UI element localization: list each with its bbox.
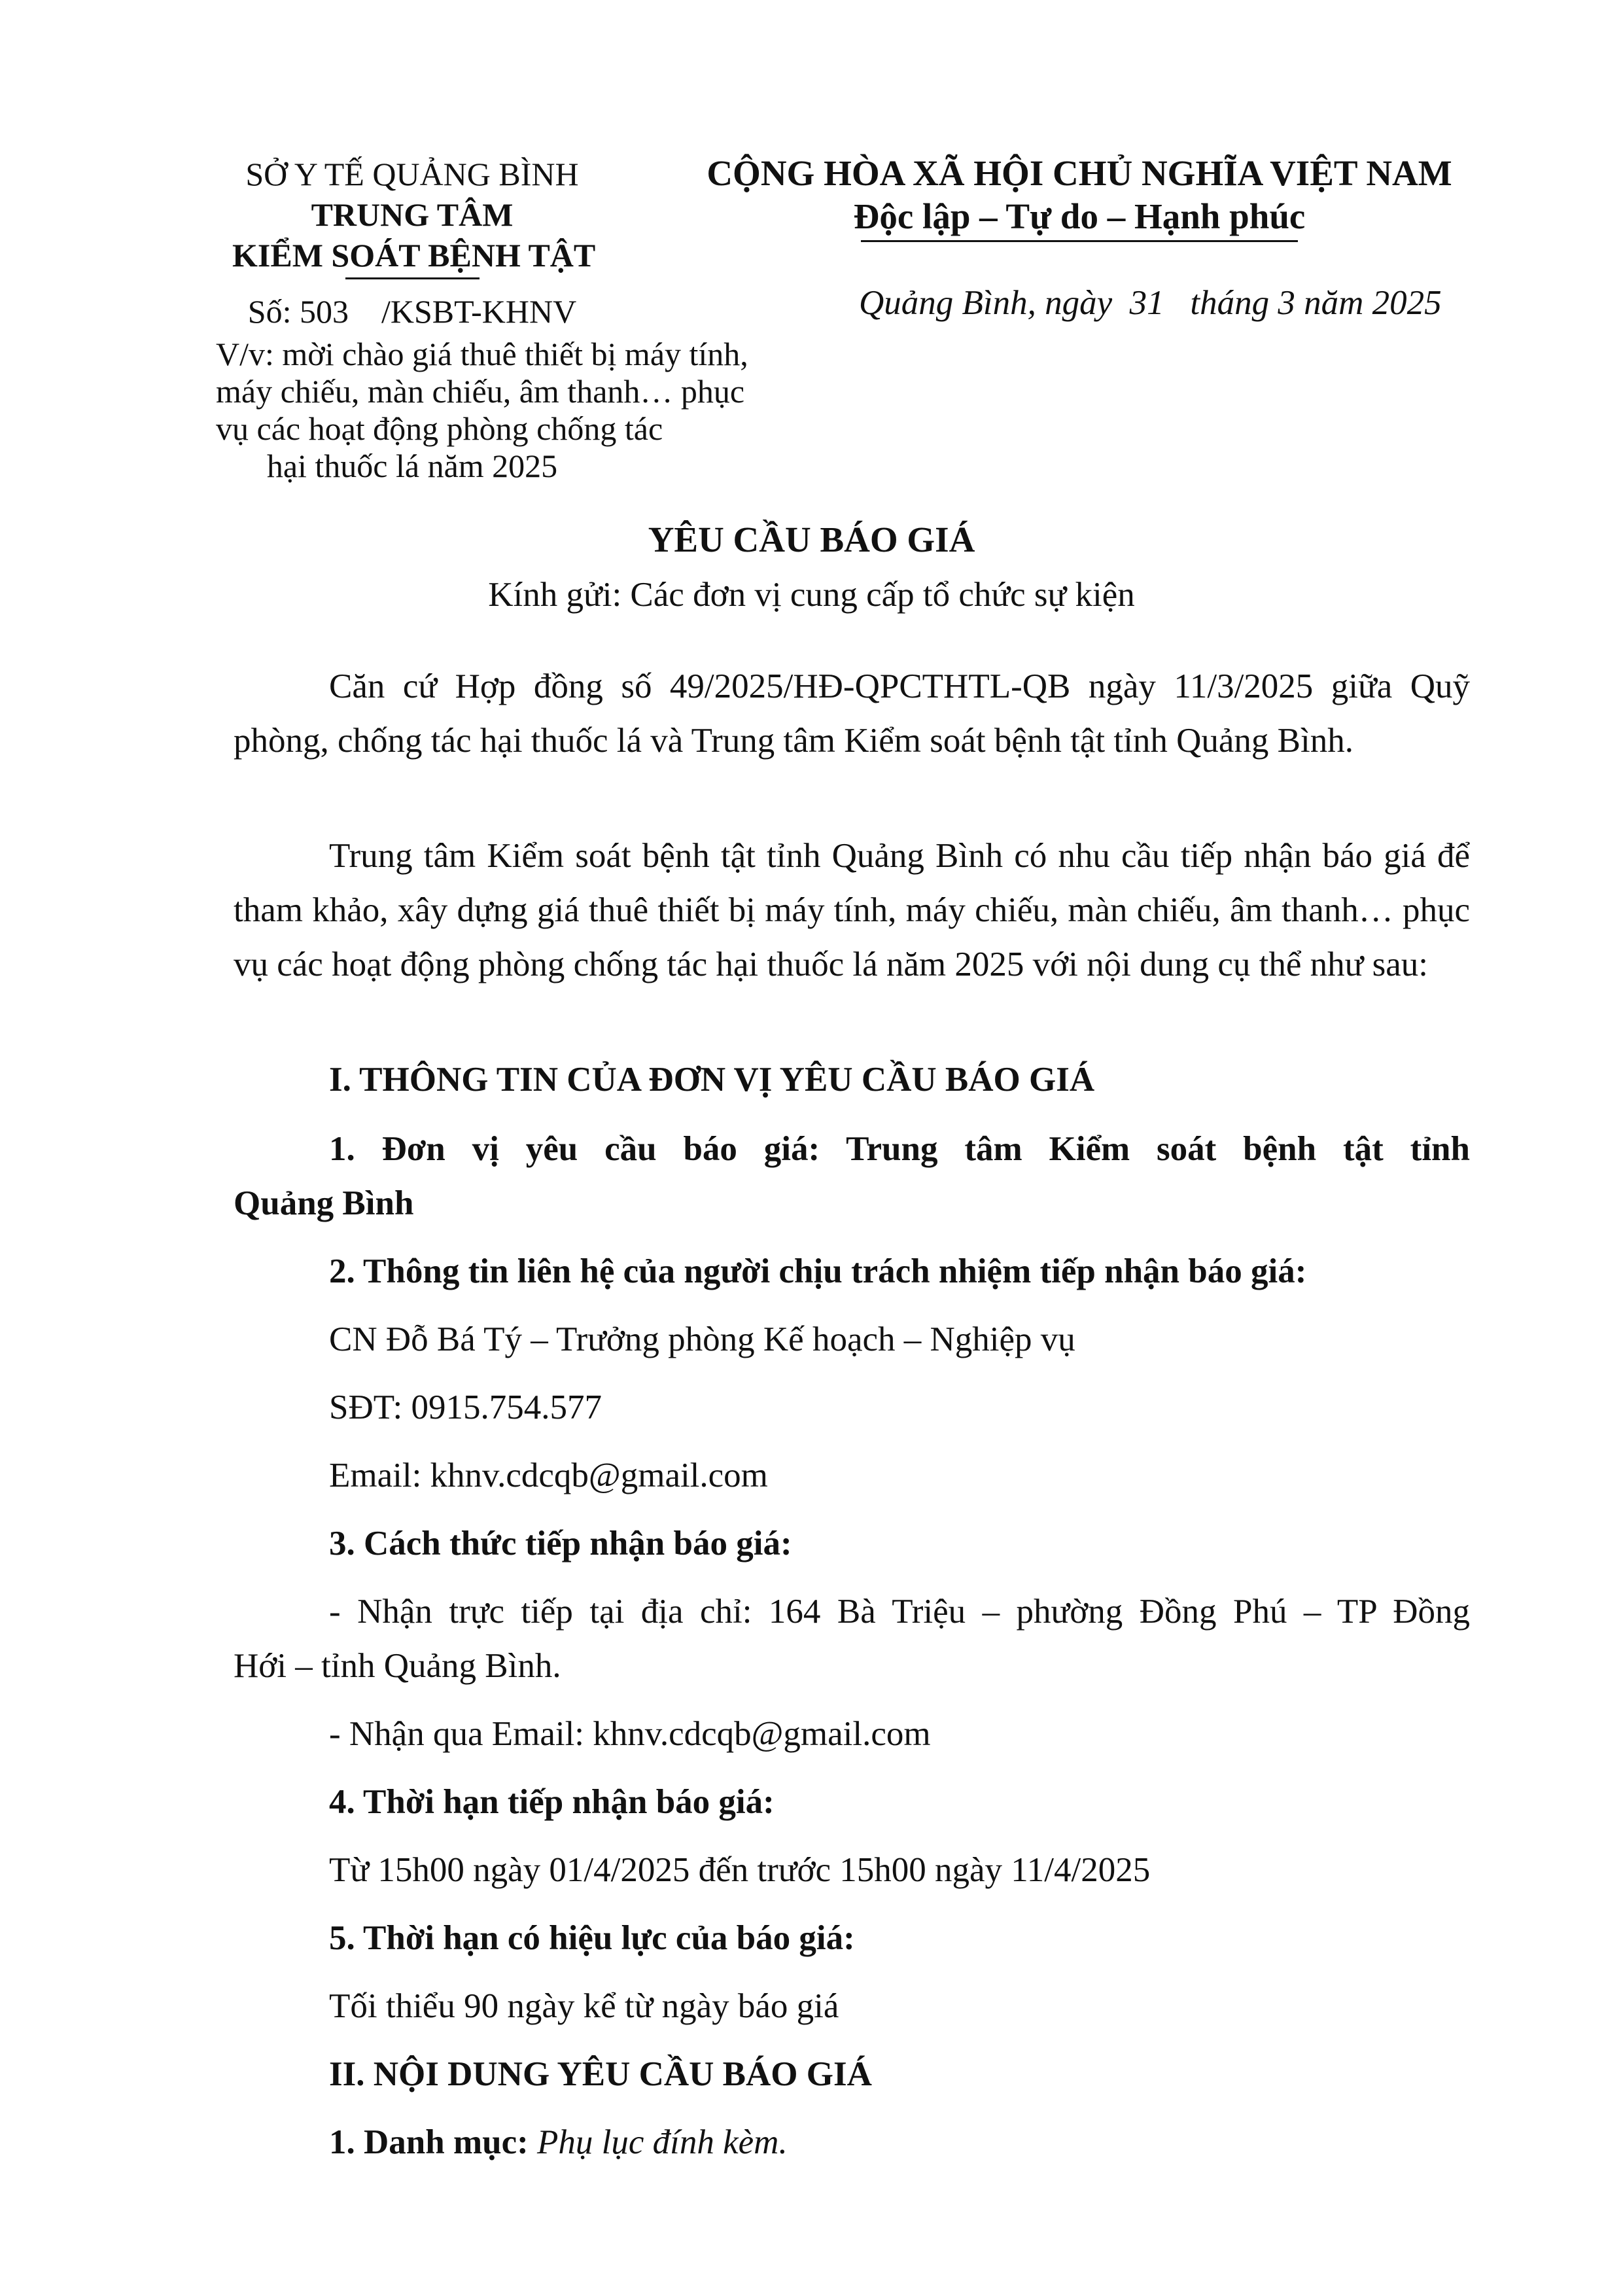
item-1-line1: 1. Đơn vị yêu cầu báo giá: Trung tâm Kiểm soát bệnh tật tỉnh — [329, 1130, 1470, 1168]
place-date: Quảng Bình, ngày 31 tháng 3 năm 2025 — [859, 284, 1442, 322]
recipient: Kính gửi: Các đơn vị cung cấp tổ chức sự kiện — [488, 576, 1135, 614]
receive-direct-line1: - Nhận trực tiếp tại địa chỉ: 164 Bà Triệu – phường Đồng Phú – TP Đồng — [329, 1593, 1470, 1631]
item-1-line2: Quảng Bình — [234, 1184, 414, 1222]
department-name: SỞ Y TẾ QUẢNG BÌNH — [245, 156, 579, 192]
section-heading: II. NỘI DUNG YÊU CẦU BÁO GIÁ — [329, 2055, 872, 2093]
validity: Tối thiểu 90 ngày kể từ ngày báo giá — [329, 1987, 839, 2025]
section-heading: I. THÔNG TIN CỦA ĐƠN VỊ YÊU CẦU BÁO GIÁ — [329, 1061, 1095, 1099]
org-name-line2: KIỂM SOÁT BỆNH TẬT — [232, 237, 596, 274]
item-5: 5. Thời hạn có hiệu lực của báo giá: — [329, 1919, 855, 1957]
receive-email: - Nhận qua Email: khnv.cdcqb@gmail.com — [329, 1715, 931, 1753]
contact-name: CN Đỗ Bá Tý – Trưởng phòng Kế hoạch – Nghiệp vụ — [329, 1320, 1075, 1358]
national-motto: Độc lập – Tự do – Hạnh phúc — [853, 196, 1306, 236]
catalog-value: Phụ lục đính kèm. — [537, 2123, 788, 2161]
paragraph-purpose — [234, 829, 1470, 992]
contact-phone: SĐT: 0915.754.577 — [329, 1388, 602, 1426]
subject-line: hại thuốc lá năm 2025 — [266, 448, 558, 484]
subject-line: máy chiếu, màn chiếu, âm thanh… phục — [216, 373, 745, 410]
subject-line: vụ các hoạt động phòng chống tác — [216, 410, 663, 447]
paragraph-basis — [234, 660, 1470, 768]
paragraph-text: Căn cứ Hợp đồng số 49/2025/HĐ-QPCTHTL-QB ngày 11/3/2025 giữa Quỹ phòng, chống tác hại thuốc lá và Trung tâm Kiểm soát bệnh tật tỉnh Quảng Bình. — [234, 667, 1470, 760]
item-2: 2. Thông tin liên hệ của người chịu trách nhiệm tiếp nhận báo giá: — [329, 1252, 1307, 1290]
paragraph-text: Trung tâm Kiểm soát bệnh tật tỉnh Quảng Bình có nhu cầu tiếp nhận báo giá để tham khảo, xây dựng giá thuê thiết bị máy tính, máy chiếu, màn chiếu, âm thanh… phục vụ các hoạt động phòng chống tác hại thuốc lá năm 2025 với nội dung cụ thể như sau: — [234, 837, 1470, 983]
deadline: Từ 15h00 ngày 01/4/2025 đến trước 15h00 ngày 11/4/2025 — [329, 1851, 1151, 1889]
national-title: CỘNG HÒA XÃ HỘI CHỦ NGHĨA VIỆT NAM — [707, 153, 1452, 193]
org-underline — [345, 277, 480, 279]
subject-line: V/v: mời chào giá thuê thiết bị máy tính, — [216, 336, 748, 372]
receive-direct-line2: Hới – tỉnh Quảng Bình. — [234, 1647, 561, 1685]
catalog-label: 1. Danh mục: — [329, 2123, 529, 2161]
contact-email: Email: khnv.cdcqb@gmail.com — [329, 1457, 768, 1494]
document-number: Số: 503 /KSBT-KHNV — [247, 293, 577, 330]
motto-underline — [861, 240, 1298, 242]
org-name-line1: TRUNG TÂM — [311, 196, 514, 233]
document-title: YÊU CẦU BÁO GIÁ — [648, 520, 975, 559]
item-3: 3. Cách thức tiếp nhận báo giá: — [329, 1525, 792, 1563]
item-1-catalog — [329, 2121, 788, 2164]
item-4: 4. Thời hạn tiếp nhận báo giá: — [329, 1783, 775, 1821]
